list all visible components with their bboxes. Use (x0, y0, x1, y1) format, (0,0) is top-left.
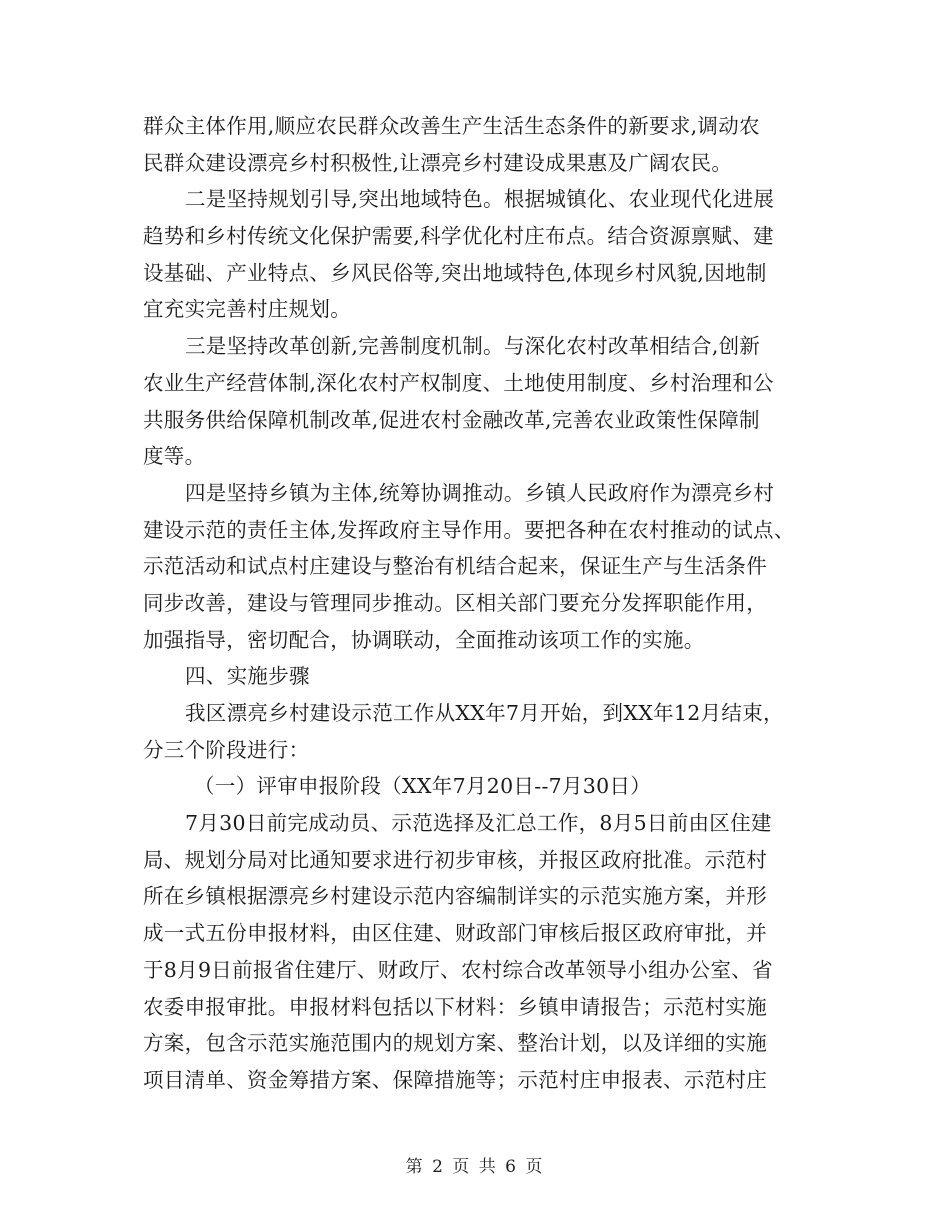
text-line: 群众主体作用,顺应农民群众改善生产生活生态条件的新要求,调动农 (143, 114, 760, 138)
text-line: 民群众建设漂亮乡村积极性,让漂亮乡村建设成果惠及广阔农民。 (143, 150, 733, 175)
paragraph-start: 三是坚持改革创新,完善制度机制。与深化农村改革相结合,创新 (185, 334, 761, 359)
text-line: 加强指导，密切配合，协调联动，全面推动该项工作的实施。 (143, 627, 705, 652)
text-line: 分三个阶段进行： (143, 737, 310, 762)
text-line: 共服务供给保障机制改革,促进农村金融改革,完善农业政策性保障制 (143, 407, 760, 432)
text-line: 农业生产经营体制,深化农村产权制度、土地使用制度、乡村治理和公 (143, 370, 774, 395)
text-line: 项目清单、资金筹措方案、保障措施等；示范村庄申报表、示范村庄 (143, 1067, 767, 1092)
text-line: 方案，包含示范实施范围内的规划方案、整治计划，以及详细的实施 (143, 1031, 767, 1056)
text-line: 趋势和乡村传统文化保护需要,科学优化村庄布点。结合资源禀赋、建 (143, 224, 774, 249)
paragraph-start: 我区漂亮乡村建设示范工作从XX年7月开始，到XX年12月结束， (185, 701, 784, 725)
paragraph-start: 二是坚持规划引导,突出地域特色。根据城镇化、农业现代化进展 (185, 187, 775, 212)
text-line: 示范活动和试点村庄建设与整治有机结合起来，保证生产与生活条件 (143, 554, 767, 579)
text-line: 同步改善，建设与管理同步推动。区相关部门要充分发挥职能作用， (143, 590, 767, 615)
document-body (143, 108, 823, 1099)
subsection-heading: （一）评审申报阶段（XX年7月20日--7月30日） (194, 774, 652, 799)
text-line: 设基础、产业特点、乡风民俗等,突出地域特色,体现乡村风貌,因地制 (143, 260, 767, 285)
page-number-footer: 第 2 页 共 6 页 (405, 1157, 545, 1177)
paragraph-start: 7月30日前完成动员、示范选择及汇总工作，8月5日前由区住建 (185, 811, 772, 836)
text-line: 建设示范的责任主体,发挥政府主导作用。要把各种在农村推动的试点、 (143, 517, 795, 542)
text-line: 宜充实完善村庄规划。 (143, 297, 351, 322)
text-line: 局、规划分局对比通知要求进行初步审核，并报区政府批准。示范村 (143, 847, 767, 872)
text-line: 度等。 (143, 444, 206, 469)
text-line: 成一式五份申报材料，由区住建、财政部门审核后报区政府审批，并 (143, 921, 767, 946)
text-line: 于8月9日前报省住建厅、财政厅、农村综合改革领导小组办公室、省 (143, 957, 773, 982)
text-line: 农委申报审批。申报材料包括以下材料：乡镇申请报告；示范村实施 (143, 994, 767, 1019)
paragraph-start: 四是坚持乡镇为主体,统筹协调推动。乡镇人民政府作为漂亮乡村 (185, 480, 775, 505)
text-line: 所在乡镇根据漂亮乡村建设示范内容编制详实的示范实施方案，并形 (143, 884, 767, 909)
section-heading: 四、实施步骤 (185, 664, 310, 689)
